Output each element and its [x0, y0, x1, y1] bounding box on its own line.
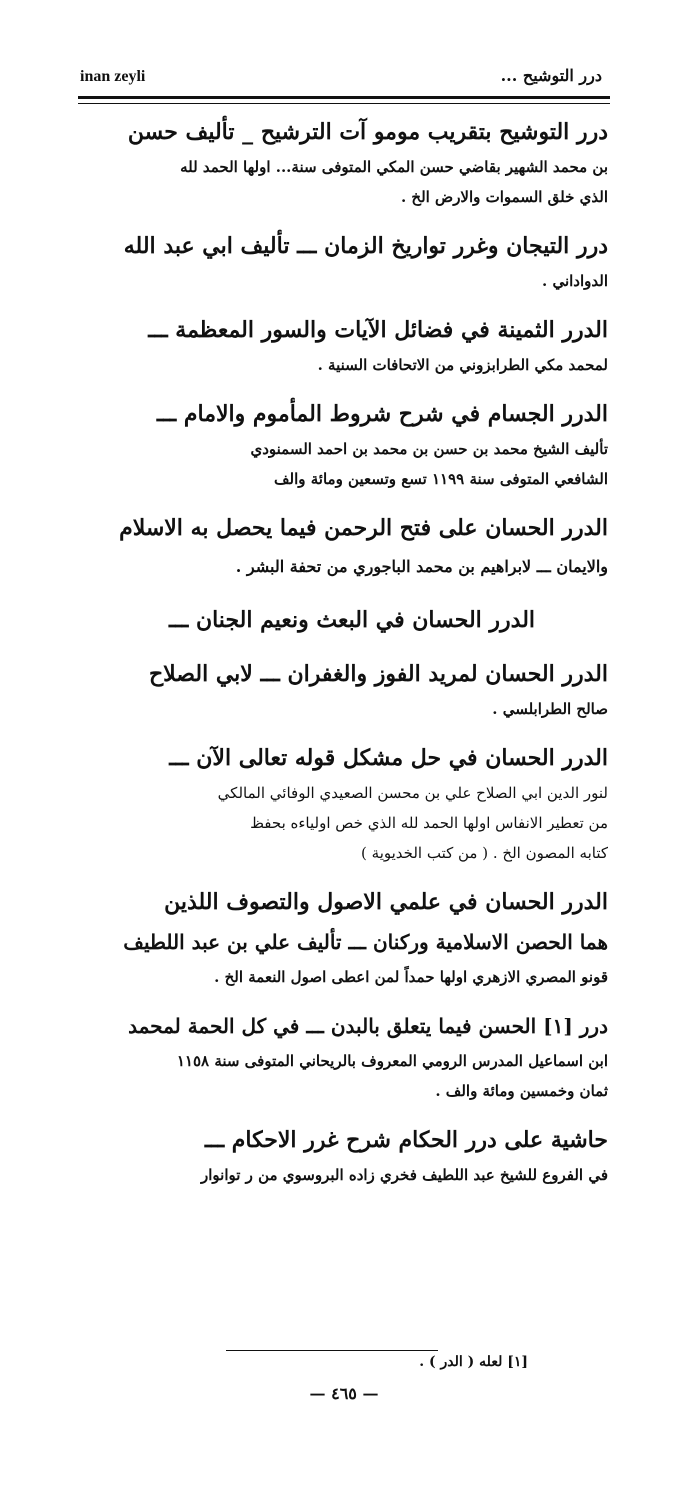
entry: [96, 1120, 608, 1190]
running-header-right: درر التوشيح ...: [500, 66, 602, 85]
entry-line: لمحمد مكي الطرابزوني من الاتحافات السنية .: [317, 356, 608, 374]
entry: [96, 600, 608, 640]
entry: [96, 1006, 608, 1106]
entry-line: لنور الدين ابي الصلاح علي بن محسن الصعيدي الوفائي المالكي: [217, 784, 608, 802]
entry-line: ثمان وخمسين ومائة والف .: [435, 1082, 608, 1100]
entry-title: درر التوشيح بتقريب مومو آت الترشيح _ تأليف حسن: [127, 119, 608, 145]
header-rule-thin: [78, 103, 610, 104]
entry-line: تأليف الشيخ محمد بن حسن بن محمد بن احمد السمنودي: [250, 440, 608, 458]
entry-line: بن محمد الشهير بقاضي حسن المكي المتوفى سنة... اولها الحمد لله: [180, 158, 608, 176]
footnote-rule: [226, 1350, 438, 1351]
entry-line: الشافعي المتوفى سنة ١١٩٩ تسع وتسعين ومائة والف: [274, 470, 608, 488]
entry-line: في الفروع للشيخ عبد اللطيف فخري زاده البروسوي من ر توانوار: [200, 1166, 608, 1184]
entry: [96, 310, 608, 380]
entry-title: درر التيجان وغرر تواريخ الزمان ـــ تأليف ابي عبد الله: [123, 233, 608, 259]
entry: [96, 226, 608, 296]
entry-line: كتابه المصون الخ . ( من كتب الخديوية ): [361, 844, 608, 862]
entry-title: هما الحصن الاسلامية وركنان ـــ تأليف علي بن عبد اللطيف: [123, 930, 608, 954]
entry: [96, 394, 608, 494]
entry-title: الدرر الثمينة في فضائل الآيات والسور المعظمة ـــ: [148, 317, 608, 343]
entry-title: الدرر الحسان في حل مشكل قوله تعالى الآن ـــ: [169, 745, 608, 771]
entry-title: الدرر الحسان في البعث ونعيم الجنان ـــ: [168, 607, 536, 633]
entry-line: صالح الطرابلسي .: [492, 700, 608, 718]
entry-title: حاشية على درر الحكام شرح غرر الاحكام ـــ: [204, 1127, 608, 1153]
entry: [96, 654, 608, 724]
entries-list: [96, 112, 608, 1204]
entry-title: الدرر الحسان على فتح الرحمن فيما يحصل به الاسلام: [119, 515, 608, 541]
entry-title: الدرر الحسان في علمي الاصول والتصوف اللذين: [164, 889, 608, 915]
entry: [96, 882, 608, 922]
entry-line: الذي خلق السموات والارض الخ .: [400, 188, 608, 206]
entry-line: والايمان ـــ لابراهيم بن محمد الباجوري من تحفة البشر .: [235, 557, 608, 576]
entry: [96, 112, 608, 212]
entry: [96, 738, 608, 868]
entry-line: قونو المصري الازهري اولها حمداً لمن اعطى اصول النعمة الخ .: [214, 968, 608, 986]
entry: [96, 922, 608, 992]
entry-title: الدرر الحسان لمريد الفوز والغفران ـــ لابي الصلاح: [148, 661, 608, 687]
entry: [96, 508, 608, 586]
header-rule-thick: [78, 96, 610, 99]
entry-line: الدواداني .: [542, 272, 608, 290]
running-header-left: inan zeyli: [80, 68, 146, 85]
entry-title: الدرر الجسام في شرح شروط المأموم والامام ـــ: [156, 401, 608, 427]
footnote: [١] لعله ( الدر ) .: [419, 1354, 528, 1370]
page-number: — ٤٦٥ —: [309, 1384, 379, 1403]
entry-title: درر [١] الحسن فيما يتعلق بالبدن ـــ في كل الحمة لمحمد: [128, 1014, 608, 1038]
entry-line: من تعطير الانفاس اولها الحمد لله الذي خص اولياءه بحفظ: [250, 814, 608, 832]
entry-line: ابن اسماعيل المدرس الرومي المعروف بالريحاني المتوفى سنة ١١٥٨: [176, 1052, 608, 1070]
